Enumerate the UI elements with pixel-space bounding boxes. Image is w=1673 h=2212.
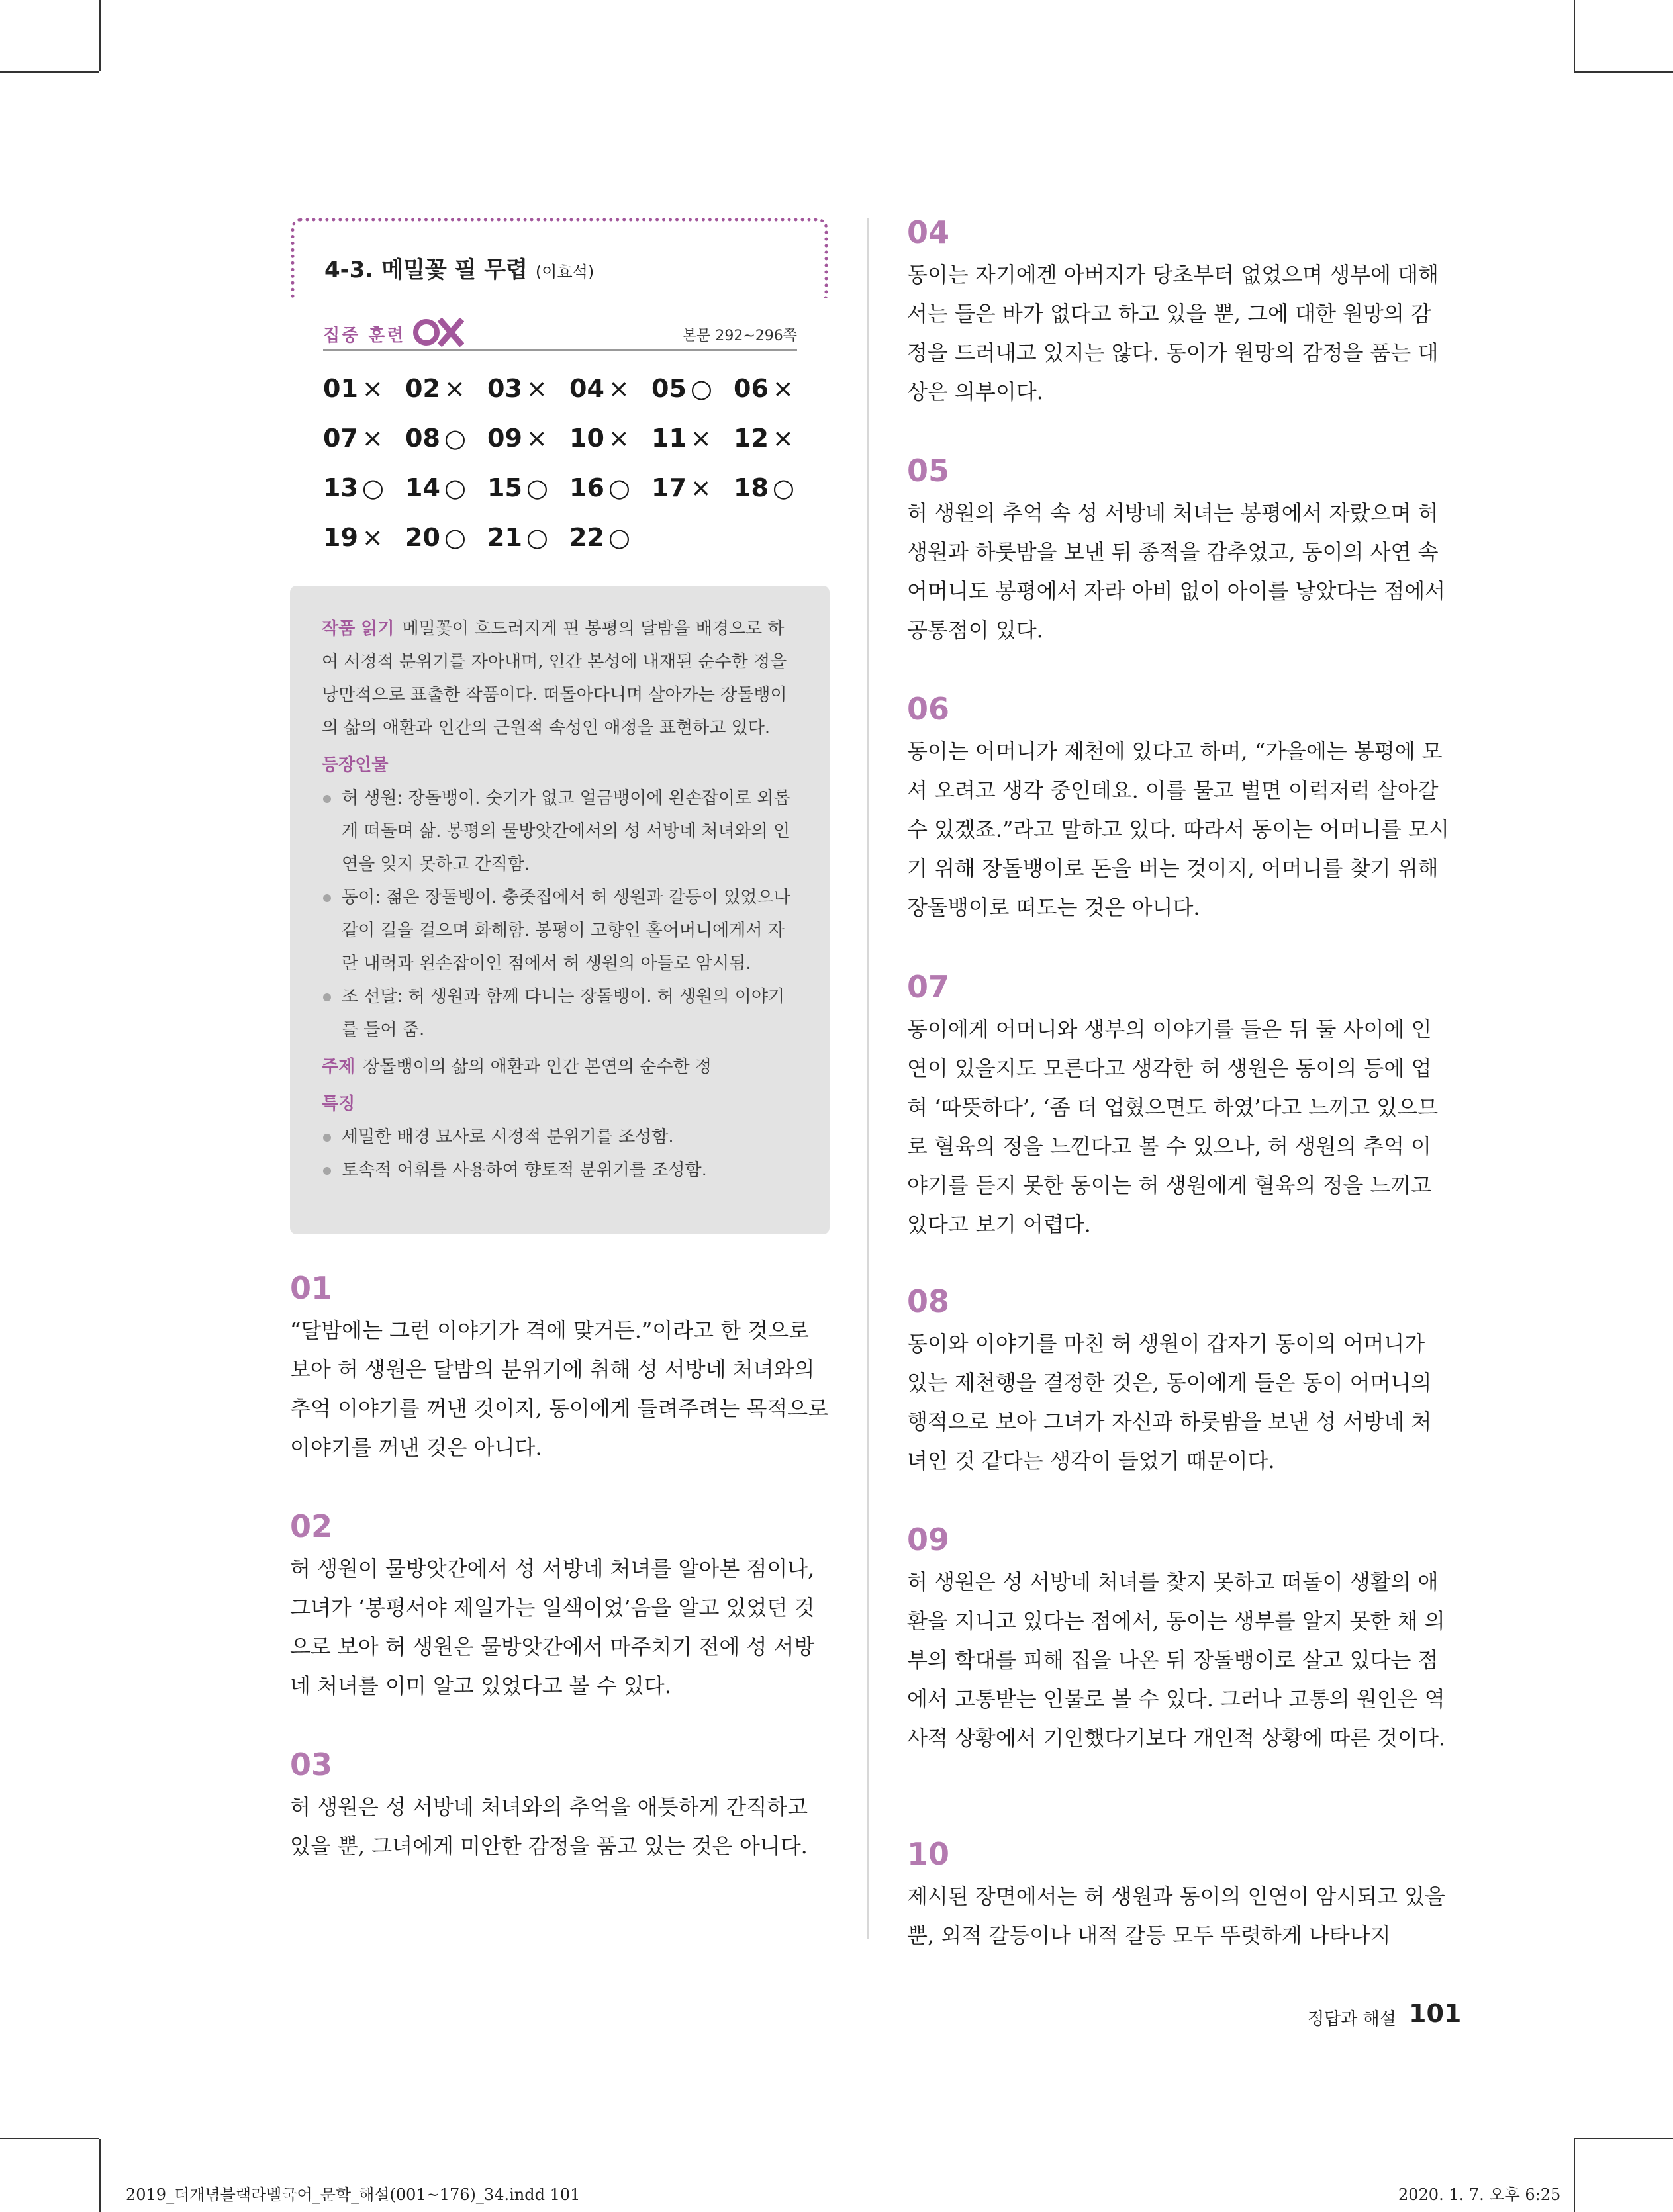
crop-mark (0, 2138, 99, 2139)
answer-number: 10 (907, 1836, 950, 1872)
answer-block (907, 1833, 1450, 1955)
answer-block (907, 1519, 1450, 1758)
ox-item (323, 523, 405, 552)
crop-mark (1574, 2138, 1673, 2139)
ox-item-number: 16 (569, 473, 604, 502)
ox-item (405, 424, 487, 453)
ox-item-mark: × (608, 374, 630, 403)
title-card (291, 218, 828, 298)
ox-answer-grid (323, 374, 816, 573)
ox-item-mark: ○ (608, 473, 631, 502)
answer-number: 02 (290, 1508, 333, 1544)
answer-block (907, 966, 1450, 1244)
ox-item-number: 04 (569, 374, 604, 403)
ox-item-number: 20 (405, 523, 440, 552)
theme-paragraph (322, 1050, 796, 1083)
theme-label: 주제 (322, 1057, 356, 1077)
ox-item (569, 424, 651, 453)
ox-item (569, 523, 651, 552)
ox-item-mark: × (690, 424, 712, 453)
feature-item: 세밀한 배경 묘사로 서정적 분위기를 조성함. (322, 1121, 796, 1154)
answer-text: 허 생원의 추억 속 성 서방네 처녀는 봉평에서 자랐으며 허 생원과 하룻밤을 보낸 뒤 종적을 감추었고, 동이의 사연 속 어머니도 봉평에서 자라 아비 없이 아이를 낳았다는 점에서 공통점이 있다. (907, 500, 1446, 643)
ox-item-number: 02 (405, 374, 440, 403)
ox-item (487, 473, 569, 502)
answer-number: 08 (907, 1283, 950, 1319)
answer-text: 동이는 자기에겐 아버지가 당초부터 없었으며 생부에 대해서는 들은 바가 없다고 하고 있을 뿐, 그에 대한 원망의 감정을 드러내고 있지는 않다. 동이가 원망의 감정을 품는 대상은 의부이다. (907, 262, 1439, 404)
ox-item (734, 473, 816, 502)
answer-number: 01 (290, 1270, 333, 1306)
answer-text: 제시된 장면에서는 허 생원과 동이의 인연이 암시되고 있을 뿐, 외적 갈등이나 내적 갈등 모두 뚜렷하게 나타나지 (907, 1884, 1446, 1948)
theme-text: 장돌뱅이의 삶의 애환과 인간 본연의 순수한 정 (363, 1057, 712, 1077)
ox-item-mark: ○ (526, 473, 549, 502)
features-heading: 특징 (322, 1094, 356, 1114)
ox-item (651, 424, 734, 453)
character-item: 허 생원: 장돌뱅이. 숫기가 없고 얼금뱅이에 왼손잡이로 외롭게 떠돌며 삶. 봉평의 물방앗간에서의 성 서방네 처녀와의 인연을 잊지 못하고 간직함. (322, 782, 796, 881)
answer-text: 동이는 어머니가 제천에 있다고 하며, “가을에는 봉평에 모셔 오려고 생각 중인데요. 이를 물고 벌면 이럭저럭 살아갈 수 있겠죠.”라고 말하고 있다. 따라서 동이는 어머니를 모시기 위해 장돌뱅이로 돈을 버는 것이지, 어머니를 찾기 위해 장돌뱅이로 떠도는 것은 아니다. (907, 739, 1449, 920)
ox-item-mark: ○ (526, 523, 549, 552)
ox-item-number: 06 (734, 374, 769, 403)
ox-item-mark: × (526, 374, 548, 403)
ox-item-mark: ○ (444, 473, 467, 502)
ox-logo-icon (412, 318, 464, 347)
character-item: 조 선달: 허 생원과 함께 다니는 장돌뱅이. 허 생원의 이야기를 들어 줌. (322, 980, 796, 1046)
ox-item-mark: × (608, 424, 630, 453)
ox-header (323, 318, 797, 351)
summary-box (290, 586, 830, 1234)
ox-item-mark: × (361, 424, 383, 453)
page-reference: 본문 292~296쪽 (682, 328, 797, 344)
ox-item (734, 374, 816, 403)
ox-item-mark: × (526, 424, 548, 453)
answer-number: 05 (907, 453, 950, 488)
answer-text: 동이와 이야기를 마친 허 생원이 갑자기 동이의 어머니가 있는 제천행을 결정한 것은, 동이에게 들은 동이 어머니의 행적으로 보아 그녀가 자신과 하룻밤을 보낸 성 서방네 처녀인 것 같다는 생각이 들었기 때문이다. (907, 1331, 1432, 1473)
answer-block (290, 1744, 833, 1866)
reading-text: 메밀꽃이 흐드러지게 핀 봉평의 달밤을 배경으로 하여 서정적 분위기를 자아내며, 인간 본성에 내재된 순수한 정을 낭만적으로 표출한 작품이다. 떠돌아다니며 살아가는 장돌뱅이의 삶의 애환과 인간의 근원적 속성인 애정을 표현하고 있다. (322, 619, 787, 738)
ox-item (405, 473, 487, 502)
crop-mark (1574, 2139, 1575, 2212)
character-item: 동이: 젊은 장돌뱅이. 충줏집에서 허 생원과 갈등이 있었으나 같이 길을 걸으며 화해함. 봉평이 고향인 홀어머니에게서 자란 내력과 왼손잡이인 점에서 허 생원의 아들로 암시됨. (322, 881, 796, 980)
ox-item (323, 374, 405, 403)
ox-item (569, 374, 651, 403)
answer-number: 07 (907, 969, 950, 1005)
title-label: 4-3. 메밀꽃 필 무렵 (324, 257, 528, 283)
ox-item (734, 424, 816, 453)
answer-text: 허 생원은 성 서방네 처녀와의 추억을 애틋하게 간직하고 있을 뿐, 그녀에게 미안한 감정을 품고 있는 것은 아니다. (290, 1794, 808, 1859)
author-label: (이효석) (535, 263, 595, 281)
column-divider (867, 218, 869, 1939)
ox-item-number: 01 (323, 374, 358, 403)
crop-mark (99, 0, 101, 71)
answer-block (907, 450, 1450, 650)
ox-item-mark: ○ (444, 523, 467, 552)
answer-text: 허 생원이 물방앗간에서 성 서방네 처녀를 알아본 점이나, 그녀가 ‘봉평서야 제일가는 일색이었’음을 알고 있었던 것으로 보아 허 생원은 물방앗간에서 마주치기 전에 성 서방네 처녀를 이미 알고 있었다고 볼 수 있다. (290, 1556, 815, 1698)
ox-item-number: 11 (651, 424, 687, 453)
crop-mark (1574, 71, 1673, 73)
ox-row (323, 473, 816, 523)
ox-item-number: 17 (651, 473, 687, 502)
ox-item-number: 07 (323, 424, 358, 453)
ox-item-mark: ○ (690, 374, 713, 403)
ox-item-number: 13 (323, 473, 358, 502)
answer-block (290, 1267, 833, 1467)
footer-section-label: 정답과 해설 (1308, 2009, 1396, 2029)
print-slug-date: 2020. 1. 7. 오후 6:25 (1398, 2186, 1561, 2204)
print-slug-file: 2019_더개념블랙라벨국어_문학_해설(001~176)_34.indd 101 (126, 2186, 581, 2204)
ox-item-mark: × (361, 523, 383, 552)
ox-item-number: 08 (405, 424, 440, 453)
ox-item (487, 374, 569, 403)
answer-text: 허 생원은 성 서방네 처녀를 찾지 못하고 떠돌이 생활의 애환을 지니고 있다는 점에서, 동이는 생부를 알지 못한 채 의부의 학대를 피해 집을 나온 뒤 장돌뱅이로 살고 있다는 점에서 고통받는 인물로 볼 수 있다. 그러나 고통의 원인은 역사적 상황에서 기인했다기보다 개인적 상황에 따른 것이다. (907, 1569, 1446, 1751)
ox-row (323, 523, 816, 573)
ox-row (323, 374, 816, 424)
ox-item-mark: × (444, 374, 465, 403)
ox-item-mark: ○ (772, 473, 795, 502)
answer-number: 04 (907, 214, 950, 250)
answer-block (907, 212, 1450, 412)
ox-section-label: 집중 훈련 (323, 326, 406, 346)
reading-paragraph (322, 612, 796, 745)
ox-item-number: 15 (487, 473, 522, 502)
ox-item (569, 473, 651, 502)
ox-item (487, 424, 569, 453)
crop-mark (99, 2139, 101, 2212)
answer-number: 03 (290, 1747, 333, 1782)
crop-mark (1574, 0, 1575, 71)
ox-item (323, 424, 405, 453)
answer-number: 09 (907, 1522, 950, 1557)
characters-heading: 등장인물 (322, 755, 389, 775)
ox-item-mark: × (690, 473, 712, 502)
answer-number: 06 (907, 691, 950, 727)
ox-item-number: 21 (487, 523, 522, 552)
ox-item (651, 473, 734, 502)
ox-row (323, 424, 816, 473)
ox-item-mark: ○ (361, 473, 385, 502)
ox-item-number: 18 (734, 473, 769, 502)
ox-item-mark: × (772, 424, 794, 453)
feature-item: 토속적 어휘를 사용하여 향토적 분위기를 조성함. (322, 1154, 796, 1187)
ox-item-number: 12 (734, 424, 769, 453)
ox-item-number: 19 (323, 523, 358, 552)
ox-item-mark: × (772, 374, 794, 403)
crop-mark (0, 71, 99, 73)
ox-item-number: 09 (487, 424, 522, 453)
page-number: 101 (1409, 1999, 1462, 2028)
ox-item-mark: ○ (608, 523, 631, 552)
ox-item-number: 05 (651, 374, 687, 403)
work-title (324, 252, 594, 284)
ox-item-number: 10 (569, 424, 604, 453)
ox-item (487, 523, 569, 552)
ox-item (405, 374, 487, 403)
answer-block (907, 1281, 1450, 1481)
ox-item (405, 523, 487, 552)
answer-text: 동이에게 어머니와 생부의 이야기를 들은 뒤 둘 사이에 인연이 있을지도 모른다고 생각한 허 생원은 동이의 등에 업혀 ‘따뜻하다’, ‘좀 더 업혔으면도 하였’다고 느끼고 있으므로 혈육의 정을 느낀다고 볼 수 있으나, 허 생원의 추억 이야기를 듣지 못한 동이는 허 생원에게 혈육의 정을 느끼고 있다고 보기 어렵다. (907, 1017, 1439, 1237)
answer-block (290, 1506, 833, 1706)
answer-text: “달밤에는 그런 이야기가 격에 맞거든.”이라고 한 것으로 보아 허 생원은 달밤의 분위기에 취해 성 서방네 처녀와의 추억 이야기를 꺼낸 것이지, 동이에게 들려주려는 목적으로 이야기를 꺼낸 것은 아니다. (290, 1318, 829, 1460)
ox-item (323, 473, 405, 502)
ox-item-number: 03 (487, 374, 522, 403)
answer-block (907, 688, 1450, 927)
reading-label: 작품 읽기 (322, 619, 395, 639)
ox-item-mark: ○ (444, 424, 467, 453)
ox-item-number: 22 (569, 523, 604, 552)
ox-item (651, 374, 734, 403)
ox-item-number: 14 (405, 473, 440, 502)
ox-item-mark: × (361, 374, 383, 403)
